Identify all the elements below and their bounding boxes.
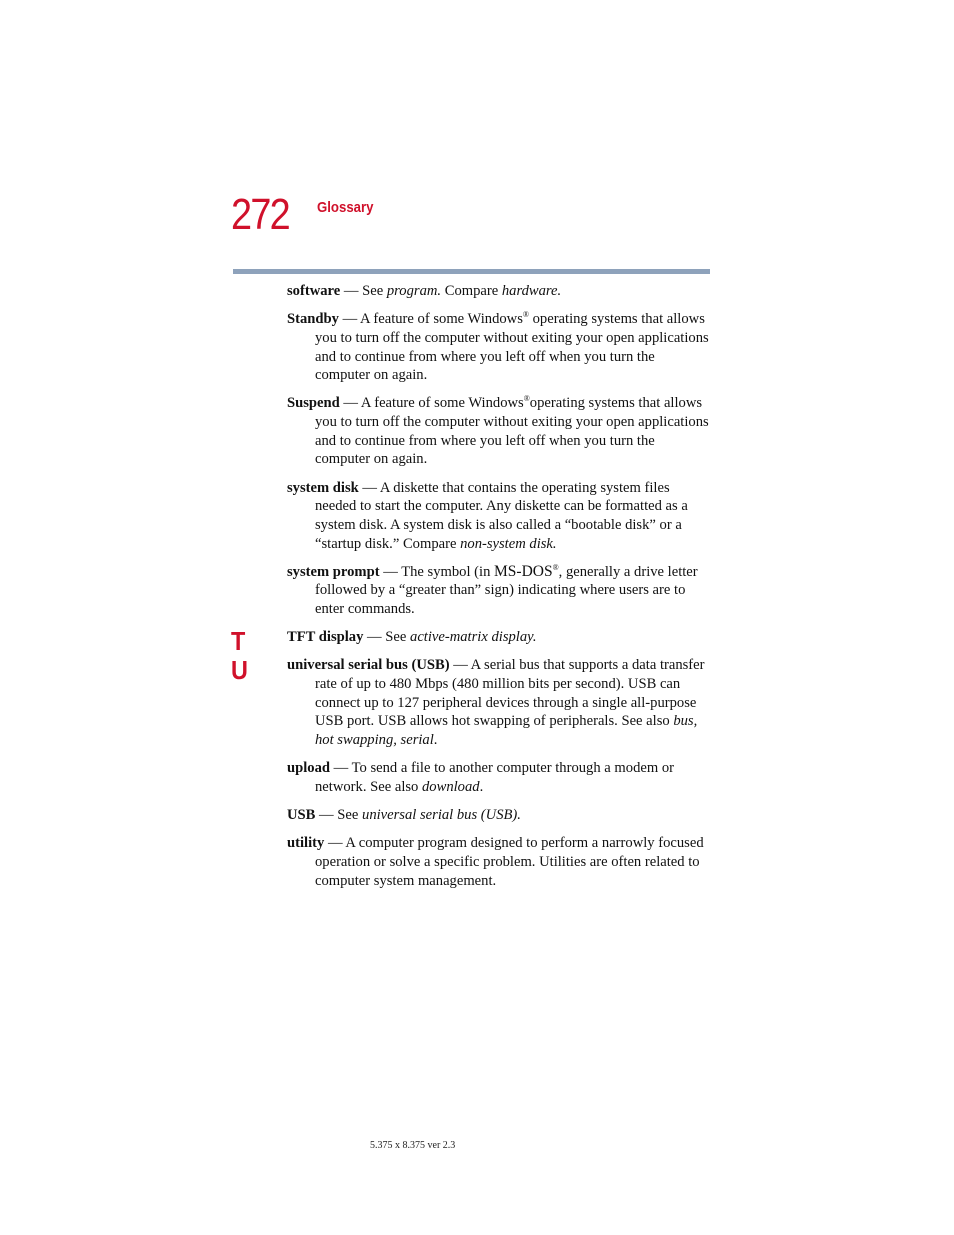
- cross-reference: download: [422, 778, 480, 795]
- glossary-term: universal serial bus (USB): [287, 657, 450, 674]
- glossary-term: Suspend: [287, 395, 340, 412]
- definition-text: — The symbol (in: [379, 563, 495, 580]
- glossary-term: TFT display: [287, 629, 364, 646]
- definition-text: , generally a drive letter followed by a “greater than” sign) indicating where users are to enter commands.: [315, 563, 698, 618]
- thumb-letter-t: T: [231, 626, 246, 656]
- definition-text: — See: [315, 807, 363, 823]
- cross-reference: active-matrix display.: [410, 629, 537, 646]
- registered-mark: ®: [523, 394, 530, 404]
- cross-reference: non-system disk.: [460, 535, 557, 552]
- cross-reference: program.: [386, 283, 442, 299]
- cross-reference: universal serial bus (USB).: [362, 807, 521, 823]
- glossary-entry: [287, 628, 713, 647]
- definition-text: .: [433, 732, 438, 749]
- glossary-entry: [287, 563, 713, 619]
- cross-reference: hardware.: [501, 283, 562, 299]
- thumb-tab-letters: [231, 627, 251, 685]
- glossary-entry: [287, 394, 713, 469]
- registered-mark: ®: [552, 562, 559, 572]
- definition-text: Compare: [441, 283, 502, 299]
- footer-version: 5.375 x 8.375 ver 2.3: [370, 1140, 456, 1151]
- thumb-letter-u: U: [231, 655, 248, 685]
- glossary-entry: [287, 310, 713, 385]
- glossary-entry: [287, 834, 713, 890]
- glossary-entry: [287, 806, 713, 825]
- cross-reference: bus, hot swapping, serial: [315, 713, 698, 749]
- registered-mark: ®: [522, 310, 529, 320]
- glossary-entry: [287, 479, 713, 554]
- definition-text: — A computer program designed to perform a narrowly focused operation or solve a specific problem. Utilities are often related to computer system management.: [315, 835, 704, 889]
- definition-text: MS-DOS: [494, 562, 553, 580]
- definition-text: — To send a file to another computer through a modem or network. See also: [315, 760, 675, 795]
- glossary-entry: [287, 282, 713, 301]
- definition-text: .: [479, 778, 484, 795]
- definition-text: — A diskette that contains the operating system files needed to start the computer. Any diskette can be formatted as a system disk. A system disk is also called a “bootable disk” or a “startup disk.” Compare: [315, 479, 688, 552]
- glossary-term: utility: [287, 835, 325, 852]
- section-title: Glossary: [317, 199, 374, 216]
- definition-text: — A feature of some Windows: [339, 395, 524, 412]
- glossary-entry: [287, 656, 713, 750]
- glossary-term: system disk: [287, 479, 359, 496]
- glossary-term: software: [287, 283, 341, 299]
- definition-text: — A serial bus that supports a data transfer rate of up to 480 Mbps (480 million bits per second). USB can connect up to 127 peripheral devices through a single all-purpose USB port. USB allows hot swapping of peripherals. See also: [315, 657, 705, 730]
- glossary-list: [287, 282, 713, 900]
- glossary-term: upload: [287, 760, 330, 777]
- glossary-entry: [287, 759, 713, 796]
- definition-text: — A feature of some Windows: [338, 311, 523, 328]
- glossary-term: system prompt: [287, 563, 380, 580]
- definition-text: — See: [340, 283, 387, 299]
- glossary-term: USB: [287, 807, 316, 823]
- glossary-term: Standby: [287, 311, 339, 328]
- page-number: 272: [231, 190, 289, 239]
- definition-text: operating systems that allows you to turn off the computer without exiting your open applications and to continue from where you left off when you turn the computer on again.: [315, 311, 709, 384]
- definition-text: — See: [363, 629, 411, 646]
- header-rule: [233, 269, 710, 274]
- definition-text: operating systems that allows you to turn off the computer without exiting your open applications and to continue from where you left off when you turn the computer on again.: [315, 395, 709, 468]
